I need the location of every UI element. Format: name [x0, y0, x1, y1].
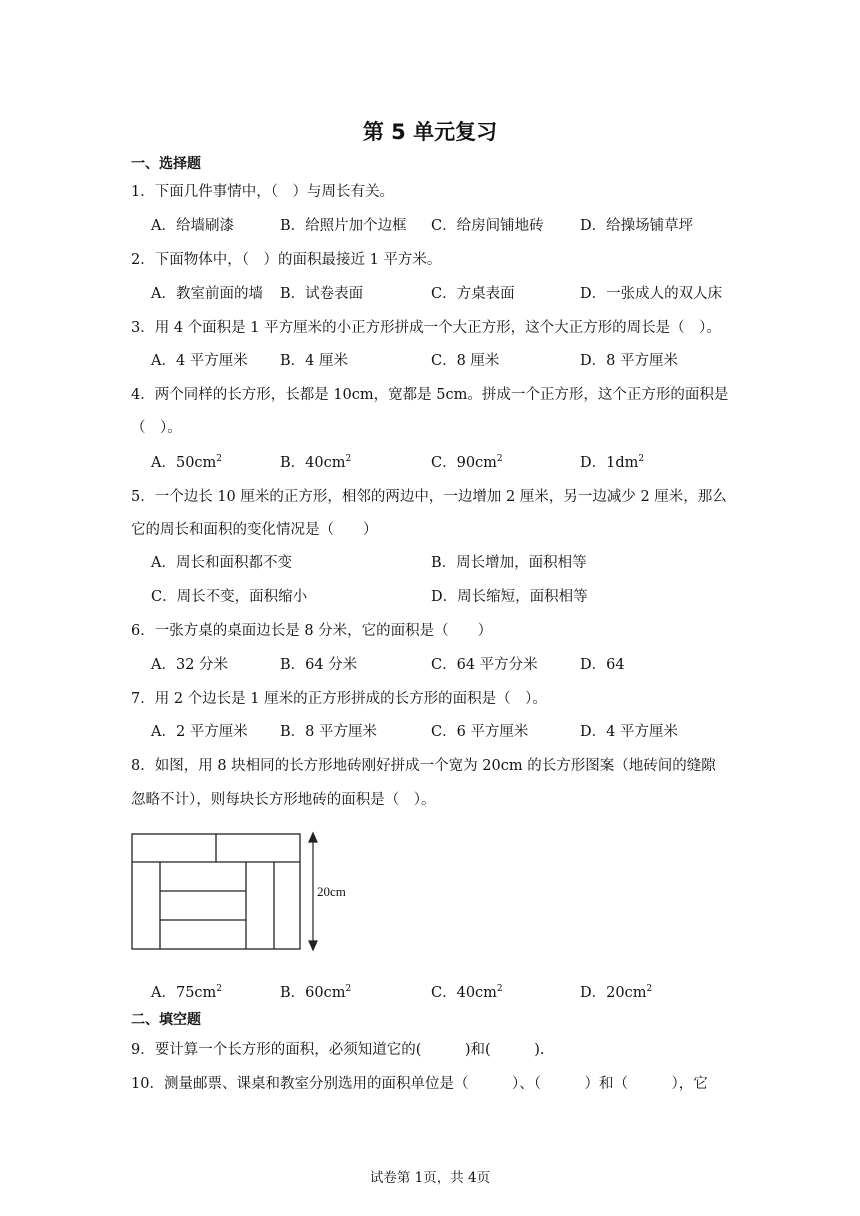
question-6-option-a: A．32 分米 [151, 657, 229, 673]
question-3-option-b: B．4 厘米 [280, 353, 348, 369]
question-7-option-c: C．6 平方厘米 [431, 724, 529, 740]
section-heading-choice: 一、选择题 [131, 156, 201, 172]
page-footer: 试卷第 1页，共 4页 [369, 1170, 491, 1186]
question-6: 6．一张方桌的桌面边长是 8 分米，它的面积是（ ） [131, 623, 493, 639]
question-4-option-d: D．$1dm^2$ [580, 454, 645, 471]
dimension-arrow [309, 833, 317, 950]
question-5-option-a: A．周长和面积都不变 [151, 555, 292, 571]
question-8-option-d: D．$20cm^2$ [580, 984, 653, 1001]
question-5-option-d: D．周长缩短，面积相等 [431, 589, 588, 605]
question-2-option-a: A．教室前面的墙 [151, 286, 263, 302]
question-6-option-b: B．64 分米 [280, 657, 358, 673]
question-5-line-2: 它的周长和面积的变化情况是（ ） [131, 522, 378, 538]
question-2-option-d: D．一张成人的双人床 [580, 286, 723, 302]
question-7-option-a: A．2 平方厘米 [151, 724, 248, 740]
question-6-option-d: D．64 [580, 657, 625, 673]
question-8-line-1: 8．如图，用 8 块相同的长方形地砖刚好拼成一个宽为 20cm 的长方形图案（地砖间的缝隙 [131, 758, 716, 774]
question-7-option-d: D．4 平方厘米 [580, 724, 678, 740]
question-9: 9．要计算一个长方形的面积，必须知道它的( )和( ). [131, 1042, 545, 1058]
question-1: 1．下面几件事情中，（ ）与周长有关。 [131, 184, 394, 200]
question-4-option-a: A．$50cm^2$ [151, 454, 223, 471]
question-4-line-2: （ ）。 [131, 420, 182, 436]
question-7: 7．用 2 个边长是 1 厘米的正方形拼成的长方形的面积是（ ）。 [131, 691, 547, 707]
question-1-option-b: B．给照片加个边框 [280, 218, 407, 234]
question-8-option-b: B．$60cm^2$ [280, 984, 352, 1001]
question-2: 2．下面物体中，（ ）的面积最接近 1 平方米。 [131, 252, 442, 268]
question-1-option-d: D．给操场铺草坪 [580, 218, 694, 234]
question-1-option-a: A．给墙刷漆 [151, 218, 234, 234]
question-6-option-c: C．64 平方分米 [431, 657, 538, 673]
question-4-option-c: C．$90cm^2$ [431, 454, 503, 471]
dimension-label: 20cm [317, 884, 346, 899]
question-2-option-b: B．试卷表面 [280, 286, 364, 302]
question-3-option-d: D．8 平方厘米 [580, 353, 678, 369]
question-5-option-c: C．周长不变，面积缩小 [151, 589, 308, 605]
question-8-option-c: C．$40cm^2$ [431, 984, 503, 1001]
page-title: 第 5 单元复习 [362, 120, 498, 144]
section-heading-fill: 二、填空题 [131, 1012, 201, 1028]
question-3-option-a: A．4 平方厘米 [151, 353, 248, 369]
question-1-option-c: C．给房间铺地砖 [431, 218, 544, 234]
question-5-option-b: B．周长增加，面积相等 [431, 555, 587, 571]
question-7-option-b: B．8 平方厘米 [280, 724, 377, 740]
question-3: 3．用 4 个面积是 1 平方厘米的小正方形拼成一个大正方形，这个大正方形的周长是（ ）。 [131, 320, 721, 336]
question-8-option-a: A．$75cm^2$ [151, 984, 223, 1001]
question-4-option-b: B．$40cm^2$ [280, 454, 352, 471]
question-3-option-c: C．8 厘米 [431, 353, 500, 369]
question-8-line-2: 忽略不计），则每块长方形地砖的面积是（ ）。 [131, 792, 436, 808]
question-10: 10．测量邮票、课桌和教室分别选用的面积单位是（ ）、（ ）和（ ），它 [131, 1076, 708, 1092]
question-5-line-1: 5．一个边长 10 厘米的正方形，相邻的两边中，一边增加 2 厘米，另一边减少 2 厘米，那么 [131, 489, 727, 505]
question-2-option-c: C．方桌表面 [431, 286, 515, 302]
tile-pattern-figure [129, 829, 359, 955]
question-4-line-1: 4．两个同样的长方形，长都是 10cm，宽都是 5cm。拼成一个正方形，这个正方形的面积是 [131, 387, 729, 403]
